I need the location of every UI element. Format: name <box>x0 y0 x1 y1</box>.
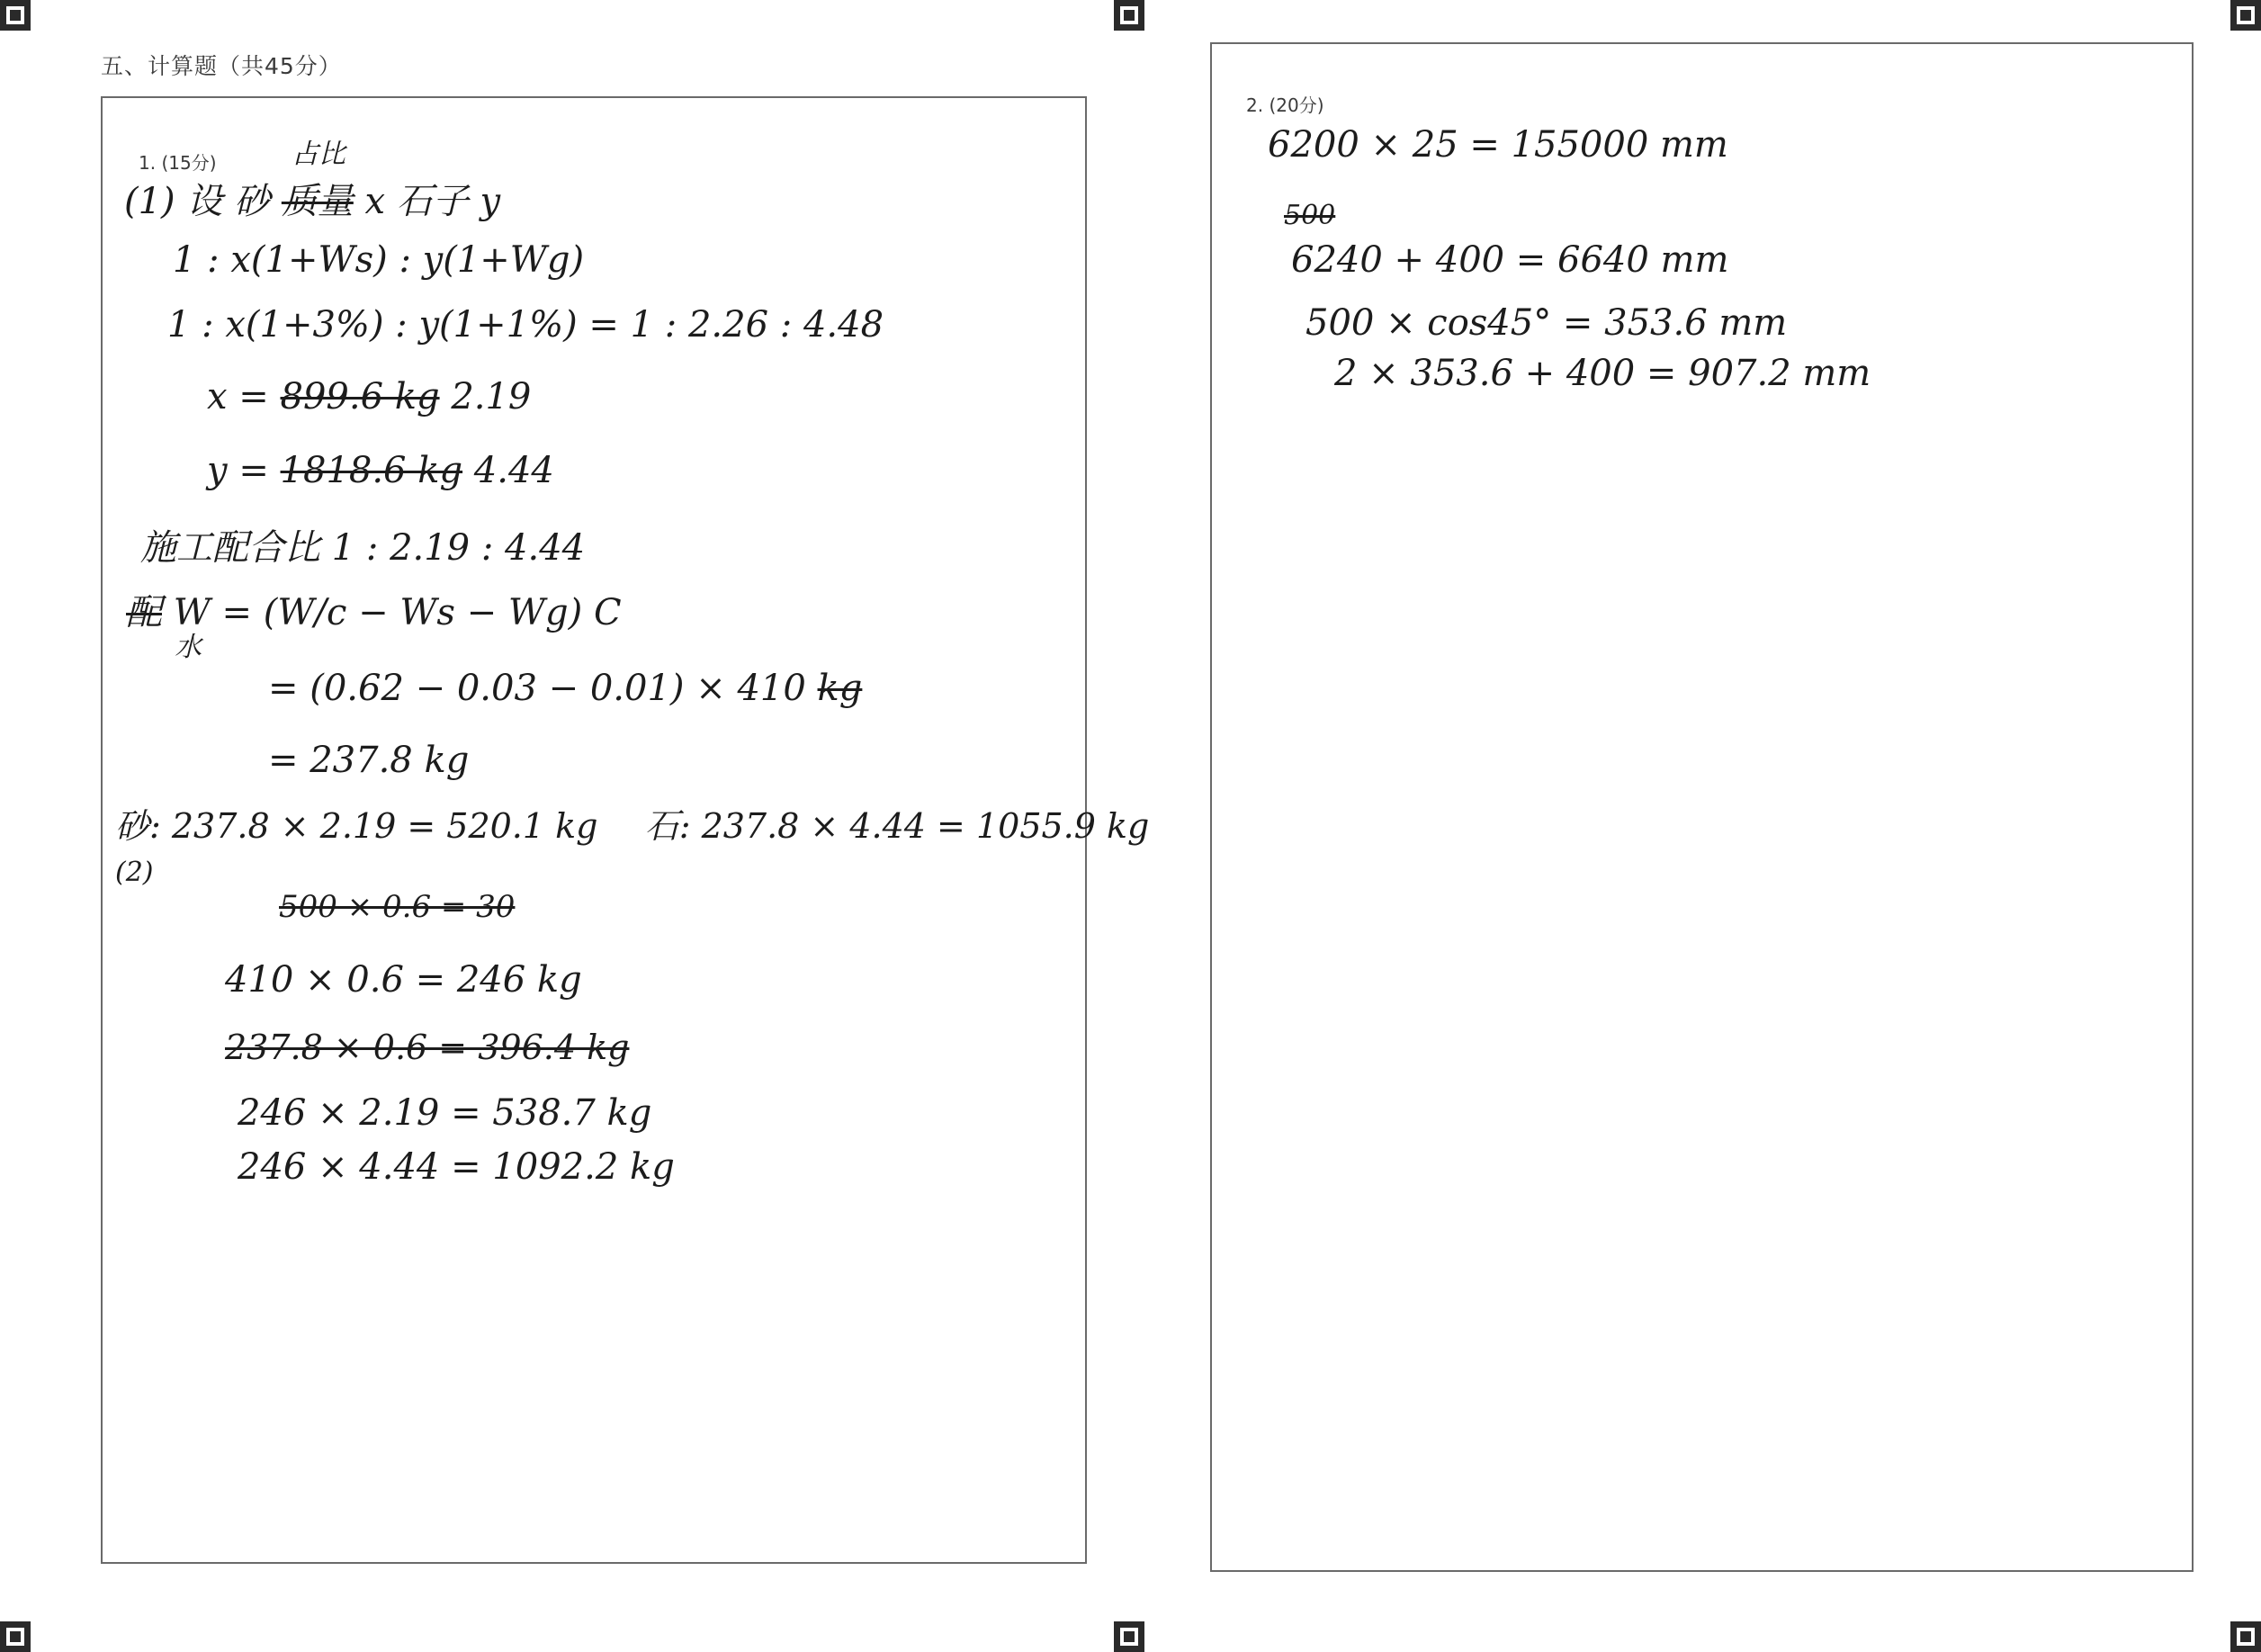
handwriting-text: x = <box>207 376 269 417</box>
handwriting-line-8 <box>268 668 863 709</box>
handwriting-line-15: 246 × 2.19 = 538.7 kg <box>238 1092 652 1134</box>
handwriting-text: 4.44 <box>473 450 554 491</box>
handwriting-text: 2.19 <box>451 376 532 417</box>
handwriting-line-7 <box>126 592 622 633</box>
handwriting-line-12-struck: 500 × 0.6 = 30 <box>279 889 516 925</box>
handwriting-line-4: 500 × cos45° = 353.6 mm <box>1305 302 1788 344</box>
handwriting-line-16: 246 × 4.44 = 1092.2 kg <box>238 1146 675 1188</box>
handwriting-note-water: 水 <box>175 632 202 663</box>
handwriting-line-1: 6200 × 25 = 155000 mm <box>1268 124 1728 166</box>
handwriting-text: (1) 设 砂 <box>124 181 271 222</box>
handwriting-text: 石: 237.8 × 4.44 = 1055.9 kg <box>644 806 1150 846</box>
handwriting-text: = (0.62 − 0.03 − 0.01) × 410 <box>268 668 806 709</box>
handwriting-line-13: 410 × 0.6 = 246 kg <box>225 959 582 1001</box>
registration-marker-top-center <box>1114 0 1144 31</box>
question-1-label: 1. (15分) <box>139 152 217 174</box>
handwriting-line-10 <box>115 806 1150 846</box>
handwriting-line-6: 施工配合比 1 : 2.19 : 4.44 <box>140 527 586 569</box>
answer-box-question-2 <box>1210 42 2194 1572</box>
registration-marker-bottom-left <box>0 1621 31 1652</box>
handwriting-line-2: 1 : x(1+Ws) : y(1+Wg) <box>173 239 585 281</box>
handwriting-text: y = <box>207 450 269 491</box>
handwriting-line-14-struck: 237.8 × 0.6 = 396.4 kg <box>225 1028 630 1067</box>
registration-marker-bottom-center <box>1114 1621 1144 1652</box>
answer-box-question-1 <box>101 96 1150 1564</box>
handwriting-line-1 <box>124 181 501 222</box>
handwriting-line-4 <box>207 376 532 417</box>
handwriting-line-3: 6240 + 400 = 6640 mm <box>1291 239 1729 281</box>
struck-text: 配 <box>126 592 162 633</box>
handwriting-line-5: 2 × 353.6 + 400 = 907.2 mm <box>1334 353 1871 394</box>
handwriting-text: x 石子 y <box>364 181 501 222</box>
registration-marker-bottom-right <box>2230 1621 2261 1652</box>
handwriting-line-5 <box>207 450 554 491</box>
handwriting-text: 砂: 237.8 × 2.19 = 520.1 kg <box>115 806 598 846</box>
registration-marker-top-left <box>0 0 31 31</box>
struck-text: 899.6 kg <box>280 376 440 417</box>
question-2-label: 2. (20分) <box>1246 94 1324 116</box>
handwriting-note-zhanbi: 占比 <box>292 139 345 170</box>
struck-text: 1818.6 kg <box>280 450 463 491</box>
section-title: 五、计算题（共45分） <box>101 53 342 79</box>
struck-text: 质量 <box>281 181 354 222</box>
handwriting-text: W = (W/c − Ws − Wg) C <box>173 592 622 633</box>
struck-text: kg <box>817 668 863 709</box>
handwriting-line-2-struck: 500 <box>1284 200 1336 231</box>
handwriting-line-9: = 237.8 kg <box>268 740 470 781</box>
registration-marker-top-right <box>2230 0 2261 31</box>
handwriting-line-3: 1 : x(1+3%) : y(1+1%) = 1 : 2.26 : 4.48 <box>167 304 884 346</box>
handwriting-line-11: (2) <box>115 857 154 888</box>
